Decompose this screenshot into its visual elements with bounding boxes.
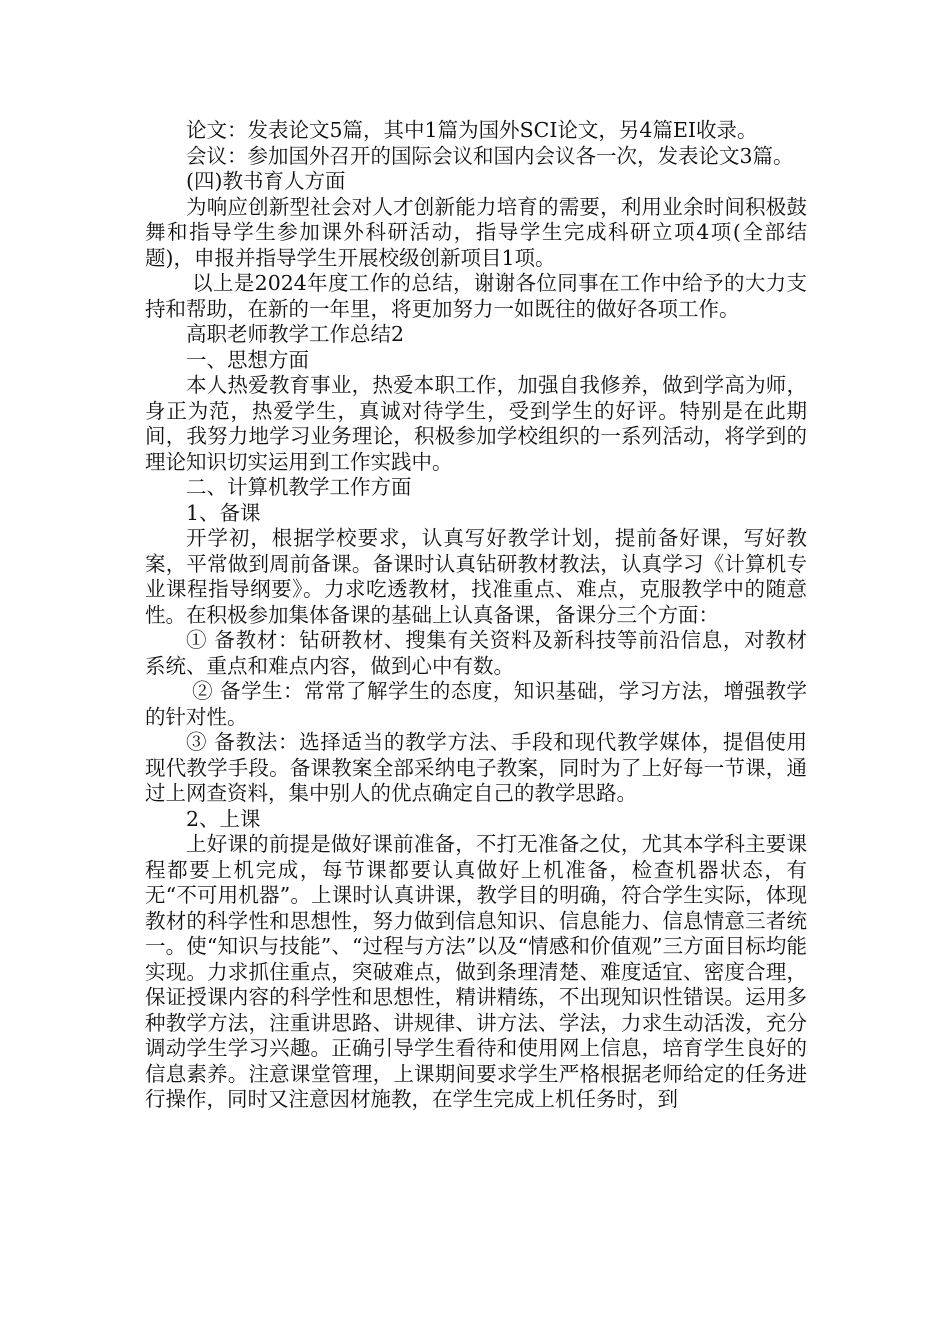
paragraph-conferences: 会议：参加国外召开的国际会议和国内会议各一次，发表论文3篇。 (186, 143, 794, 168)
heading-computer-teaching: 二、计算机教学工作方面 (186, 475, 412, 499)
paragraph-prep-students: ② 备学生：常常了解学生的态度，知识基础，学习方法，增强教学的针对性。 (145, 679, 807, 729)
paragraph-summary-closing: 以上是2024年度工作的总结，谢谢各位同事在工作中给予的大力支持和帮助，在新的一年里，将更加努力一如既往的做好各项工作。 (145, 271, 807, 321)
paragraph-student-guidance: 为响应创新型社会对人才创新能力培育的需要，利用业余时间积极鼓舞和指导学生参加课外科研活动，指导学生完成科研立项4项(全部结题)，申报并指导学生开展校级创新项目1项。 (145, 194, 807, 270)
heading-summary-2: 高职老师教学工作总结2 (186, 322, 405, 346)
paragraph-prep-materials: ① 备教材：钻研教材、搜集有关资料及新科技等前沿信息，对教材系统、重点和难点内容，做到心中有数。 (145, 628, 807, 678)
paragraph-lesson-prep: 开学初，根据学校要求，认真写好教学计划，提前备好课，写好教案，平常做到周前备课。备课时认真钻研教材教法，认真学习《计算机专业课程指导纲要》。力求吃透教材，找准重点、难点，克服教学中的随意性。在积极参加集体备课的基础上认真备课，备课分三个方面： (145, 526, 807, 627)
paragraph-prep-methods: ③ 备教法：选择适当的教学方法、手段和现代教学媒体，提倡使用现代教学手段。备课教案全部采纳电子教案，同时为了上好每一节课，通过上网查资料，集中别人的优点确定自己的教学思路。 (145, 730, 807, 805)
heading-class: 2、上课 (186, 806, 261, 831)
heading-ideology: 一、思想方面 (186, 347, 309, 372)
paragraph-class: 上好课的前提是做好课前准备，不打无准备之仗，尤其本学科主要课程都要上机完成，每节课都要认真做好上机准备，检查机器状态，有无“不可用机器”。上课时认真讲课，教学目的明确，符合学生实际，体现教材的科学性和思想性，努力做到信息知识、信息能力、信息情意三者统一。使“知识与技能”、“过程与方法”以及“情感和价值观”三方面目标均能实现。力求抓住重点，突破难点，做到条理清楚、难度适宜、密度合理，保证授课内容的科学性和思想性，精讲精练，不出现知识性错误。运用多种教学方法，注重讲思路、讲规律、讲方法、学法，力求生动活泼，充分调动学生学习兴趣。正确引导学生看待和使用网上信息，培育学生良好的信息素养。注意课堂管理，上课期间要求学生严格根据老师给定的任务进行操作，同时又注意因材施教，在学生完成上机任务时，到 (145, 832, 807, 1111)
paragraph-ideology: 本人热爱教育事业，热爱本职工作，加强自我修养，做到学高为师，身正为范，热爱学生，真诚对待学生，受到学生的好评。特别是在此期间，我努力地学习业务理论，积极参加学校组织的一系列活动，将学到的理论知识切实运用到工作实践中。 (145, 373, 807, 474)
heading-lesson-prep: 1、备课 (186, 500, 261, 525)
heading-teaching-education: (四)教书育人方面 (186, 169, 346, 193)
document-body (145, 118, 807, 1113)
paragraph-papers: 论文：发表论文5篇，其中1篇为国外SCI论文，另4篇EI收录。 (186, 118, 758, 142)
